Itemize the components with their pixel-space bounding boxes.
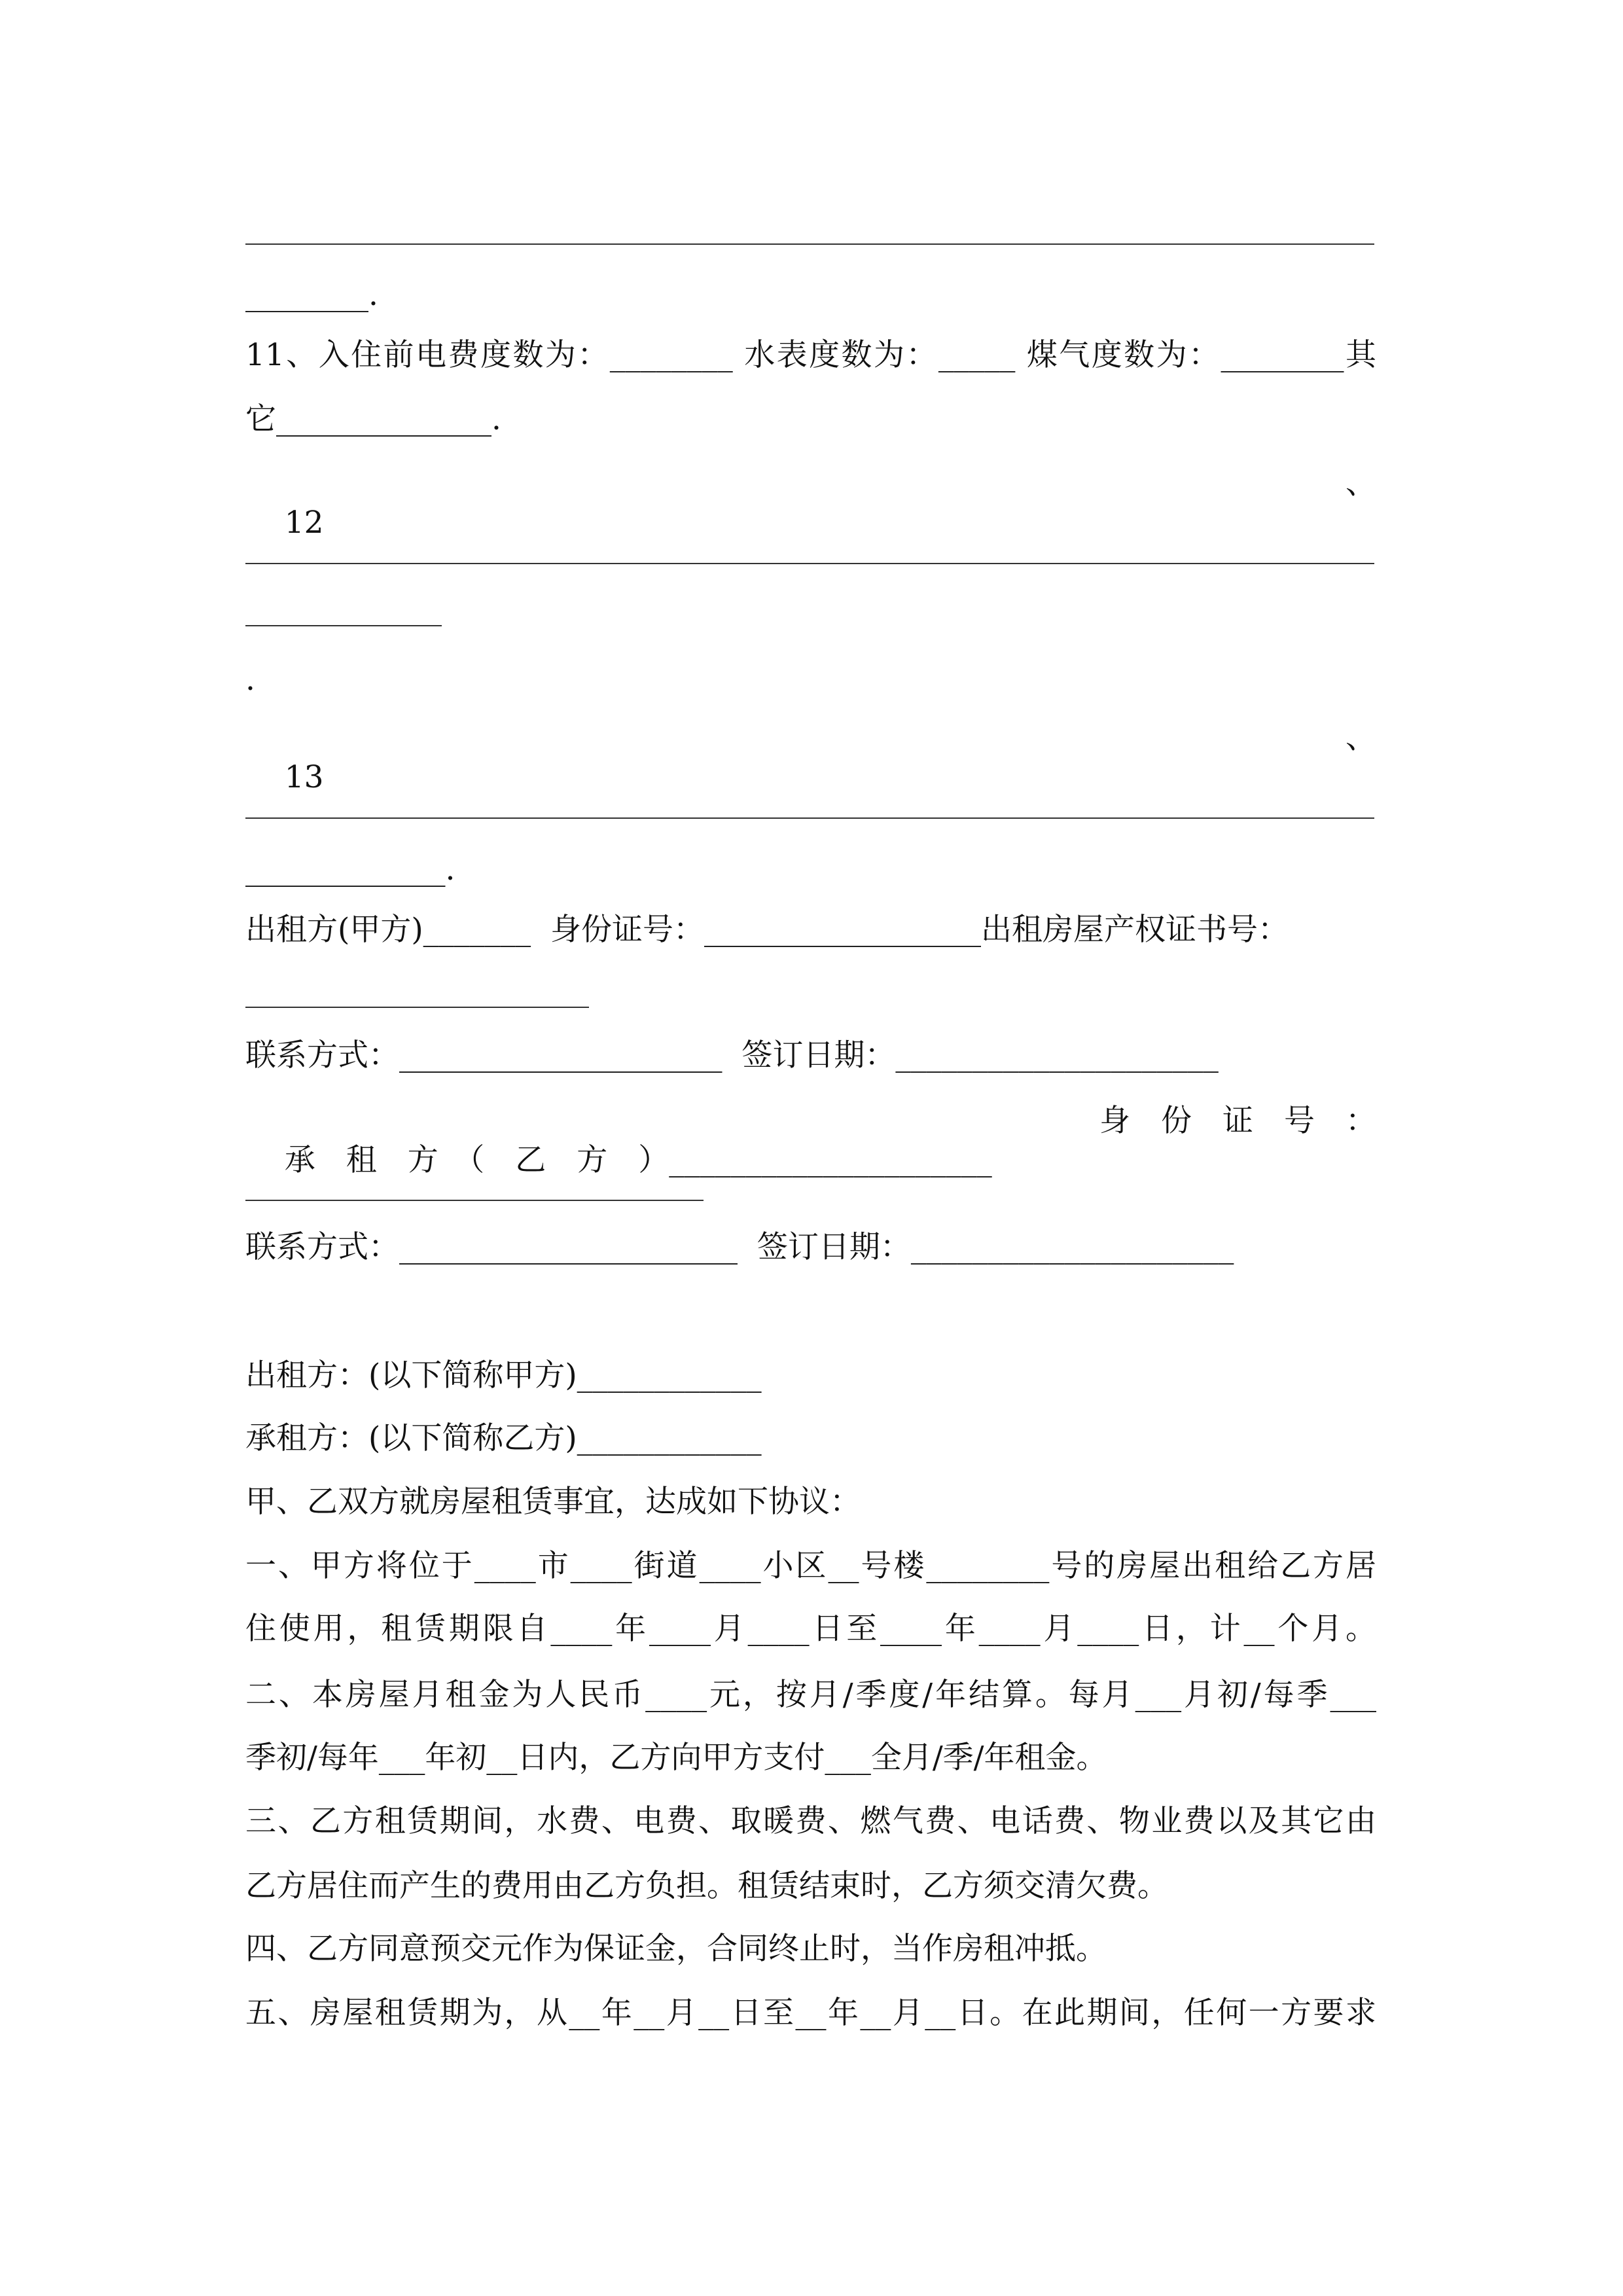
clause-mark: 、: [1346, 465, 1376, 501]
clause-3-cont: 乙方居住而产生的费用由乙方负担。租赁结束时，乙方须交清欠费。: [245, 1868, 1168, 1904]
blank-line: [245, 1007, 589, 1008]
clause-3: 三、乙方租赁期间，水费、电费、取暖费、燃气费、电话费、物业费以及其它由: [245, 1803, 1376, 1839]
lessee-contact-line: 联系方式：______________________ 签订日期：_____________________: [245, 1229, 1234, 1265]
id-label: 身 份 证 号 ：: [1099, 1103, 1376, 1139]
clause-5: 五、房屋租赁期为，从__年__月__日至__年__月__日。在此期间，任何一方要求: [245, 1995, 1376, 2031]
text-line: 它______________.: [245, 401, 501, 437]
blank-line: [245, 563, 1374, 564]
agreement-intro: 甲、乙双方就房屋租赁事宜，达成如下协议：: [245, 1484, 861, 1520]
blank-line: [245, 817, 1374, 819]
lessor-line: 出租方(甲方)_______ 身份证号：__________________出租房屋产权证书号：: [245, 912, 1289, 948]
clause-mark: 、: [1346, 720, 1376, 756]
lessor-contact-line: 联系方式：_____________________ 签订日期：_____________________: [245, 1037, 1219, 1073]
blank-line: [245, 625, 442, 626]
clause-1-cont: 住使用，租赁期限自____年____月____日至____年____月____日，计__个月。: [245, 1611, 1376, 1647]
party-b-line: 承租方：(以下简称乙方)____________: [245, 1420, 762, 1456]
lessee-label: 承 租 方 （ 乙 方 ）_____________________: [284, 1142, 992, 1178]
clause-number: 12: [284, 505, 324, 541]
clause-4: 四、乙方同意预交元作为保证金，合同终止时，当作房租冲抵。: [245, 1931, 1107, 1967]
clause-11: 11、入住前电费度数为：________ 水表度数为：_____ 煤气度数为：________其: [245, 337, 1376, 373]
text-line: ________.: [245, 277, 378, 313]
clause-number: 13: [284, 759, 324, 795]
text-line: _____________.: [245, 852, 455, 888]
clause-2: 二、本房屋月租金为人民币____元，按月/季度/年结算。每月___月初/每季___: [245, 1677, 1376, 1713]
text-line: .: [245, 662, 255, 698]
blank-line: [245, 1200, 704, 1201]
clause-1: 一、甲方将位于____市____街道____小区__号楼________号的房屋出租给乙方居: [245, 1548, 1376, 1584]
clause-2-cont: 季初/每年___年初__日内，乙方向甲方支付___全月/季/年租金。: [245, 1740, 1107, 1776]
blank-line: [245, 243, 1374, 245]
party-a-line: 出租方：(以下简称甲方)____________: [245, 1357, 762, 1393]
clause-12: [245, 464, 1376, 621]
